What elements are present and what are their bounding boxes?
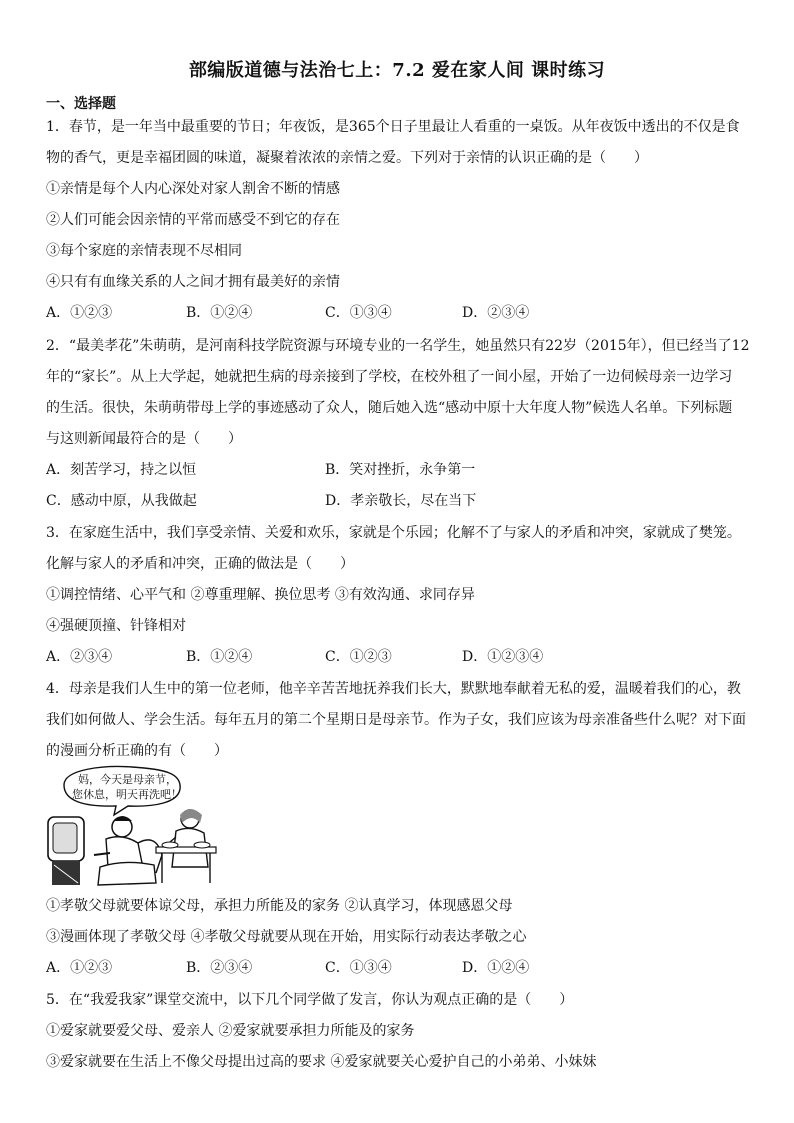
q4-option-c: C．①③④ (325, 960, 392, 976)
q1-statement: ④只有有血缘关系的人之间才拥有最美好的亲情 (46, 274, 340, 290)
q1-statement: ②人们可能会因亲情的平常而感受不到它的存在 (46, 212, 340, 228)
q2-option-a: A．刻苦学习，持之以恒 (46, 462, 197, 478)
cartoon-illustration (44, 763, 224, 889)
q4-option-a: A．①②③ (46, 960, 113, 976)
q1-line: 1．春节，是一年当中最重要的节日；年夜饭，是365个日子里最让人看重的一桌饭。从年夜饭中透出的不仅是食 (46, 119, 740, 135)
q3-statement: ①调控情绪、心平气和 ②尊重理解、换位思考 ③有效沟通、求同存异 (46, 587, 475, 603)
q5-statement: ③爱家就要在生活上不像父母提出过高的要求 ④爱家就要关心爱护自己的小弟弟、小妹妹 (46, 1054, 597, 1070)
q2-line: 年的“家长”。从上大学起，她就把生病的母亲接到了学校，在校外租了一间小屋，开始了一边伺候母亲一边学习 (46, 369, 733, 385)
bubble-text: 妈，今天是母亲节， (78, 773, 177, 786)
q1-option-c: C．①③④ (325, 305, 392, 321)
q5-statement: ①爱家就要爱父母、爱亲人 ②爱家就要承担力所能及的家务 (46, 1023, 415, 1039)
q3-option-b: B．①②④ (186, 649, 253, 665)
q4-statement: ①孝敬父母就要体谅父母，承担力所能及的家务 ②认真学习，体现感恩父母 (46, 898, 513, 914)
document-title: 部编版道德与法治七上：7.2 爱在家人间 课时练习 (188, 60, 606, 81)
boy-hair (114, 816, 132, 821)
q3-option-a: A．②③④ (46, 649, 113, 665)
tv-screen (53, 823, 77, 853)
q4-line: 4．母亲是我们人生中的第一位老师，他辛辛苦苦地抚养我们长大，默默地奉献着无私的爱，温暖着我们的心，教 (46, 681, 741, 697)
q2-line: 的生活。很快，朱萌萌带母上学的事迹感动了众人，随后她入选“感动中原十大年度人物”候选人名单。下列标题 (46, 400, 733, 416)
q4-line: 的漫画分析正确的有（ ） (46, 743, 228, 759)
cartoon-drawing (44, 763, 224, 889)
q5-line: 5．在“我爱我家”课堂交流中，以下几个同学做了发言，你认为观点正确的是（ ） (46, 992, 574, 1008)
q2-option-b: B．笑对挫折，永争第一 (325, 462, 476, 478)
q3-option-c: C．①②③ (325, 649, 392, 665)
q4-statement: ③漫画体现了孝敬父母 ④孝敬父母就要从现在开始，用实际行动表达孝敬之心 (46, 929, 527, 945)
q3-statement: ④强硬顶撞、针锋相对 (46, 618, 186, 634)
bubble-text: 您休息，明天再洗吧！ (72, 788, 182, 801)
q2-line: 与这则新闻最符合的是（ ） (46, 431, 242, 447)
q1-option-b: B．①②④ (186, 305, 253, 321)
q1-option-a: A．①②③ (46, 305, 113, 321)
q4-option-b: B．②③④ (186, 960, 253, 976)
q4-option-d: D．①②④ (462, 960, 530, 976)
q2-option-d: D．孝亲敬长，尽在当下 (325, 493, 477, 509)
q1-statement: ①亲情是每个人内心深处对家人割舍不断的情感 (46, 181, 340, 197)
section-heading: 一、选择题 (46, 96, 116, 112)
q3-line: 化解与家人的矛盾和冲突，正确的做法是（ ） (46, 556, 354, 572)
q2-option-c: C．感动中原，从我做起 (46, 493, 197, 509)
q4-line: 我们如何做人、学会生活。每年五月的第二个星期日是母亲节。作为子女，我们应该为母亲准备些什么呢？对下面 (46, 712, 746, 728)
q1-line: 物的香气，更是幸福团圆的味道，凝聚着浓浓的亲情之爱。下列对于亲情的认识正确的是（ ） (46, 150, 648, 166)
q1-option-d: D．②③④ (462, 305, 530, 321)
q1-statement: ③每个家庭的亲情表现不尽相同 (46, 243, 242, 259)
q3-line: 3．在家庭生活中，我们享受亲情、关爱和欢乐，家就是个乐园；化解不了与家人的矛盾和冲突，家就成了樊笼。 (46, 525, 741, 541)
q2-line: 2．“最美孝花”朱萌萌，是河南科技学院资源与环境专业的一名学生，她虽然只有22岁（2015年），但已经当了12 (46, 338, 750, 354)
q3-option-d: D．①②③④ (462, 649, 544, 665)
sofa (98, 862, 156, 885)
